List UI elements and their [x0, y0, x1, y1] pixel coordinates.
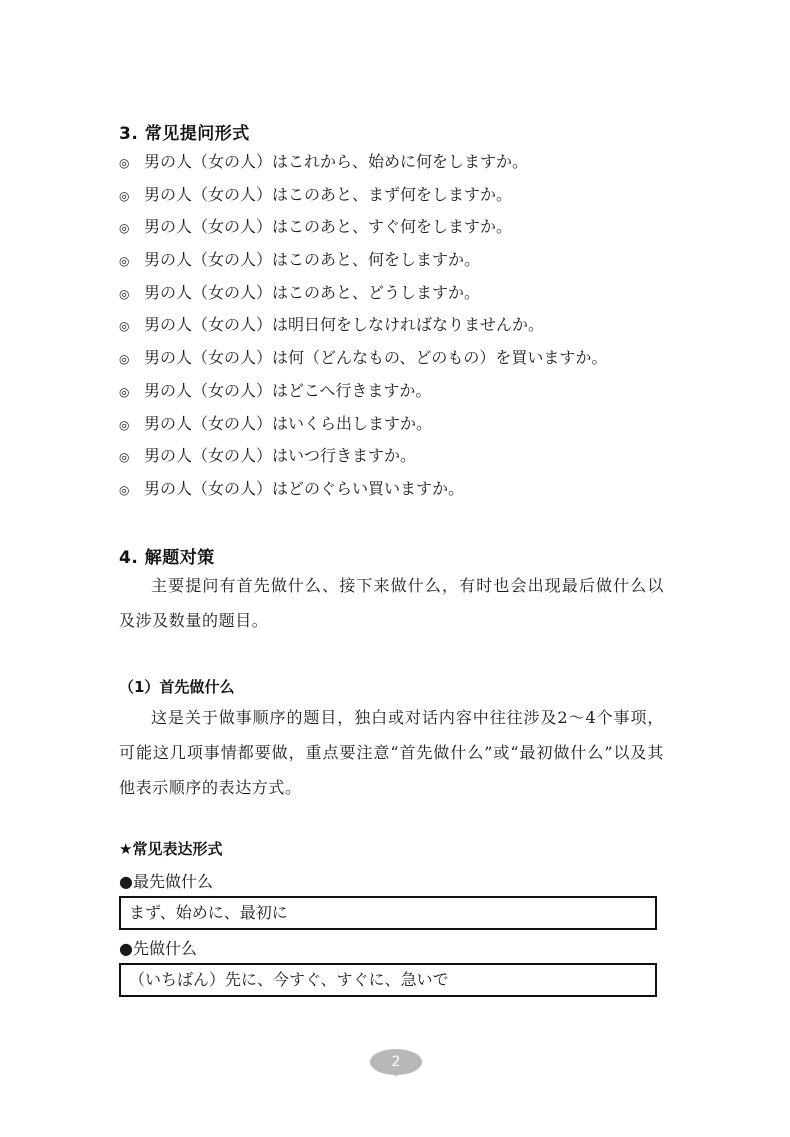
- section-4-intro: 主要提问有首先做什么、接下来做什么，有时也会出现最后做什么以及涉及数量的题目。: [119, 576, 664, 630]
- expression-group-label: ●先做什么: [119, 939, 197, 958]
- section-4-heading: 4. 解题对策: [119, 548, 215, 568]
- bullet-icon: ◎: [119, 319, 130, 334]
- expressions-heading: ★常见表达形式: [119, 840, 223, 858]
- bullet-icon: ◎: [119, 156, 130, 170]
- list-item: ◎ 男の人（女の人）は何（どんなもの、どのもの）を買いますか。: [119, 342, 679, 375]
- section-3-heading: 3. 常见提问形式: [119, 124, 250, 144]
- expression-box: まず、始めに、最初に: [119, 896, 657, 930]
- bullet-icon: ◎: [119, 286, 130, 301]
- list-item: ◎ 男の人（女の人）はいくら出しますか。: [119, 408, 679, 441]
- list-item: ◎ 男の人（女の人）はこのあと、すぐ何をしますか。: [119, 211, 679, 244]
- bullet-icon: ◎: [119, 188, 130, 203]
- list-item: ◎ 男の人（女の人）は明日何をしなければなりませんか。: [119, 309, 679, 342]
- bullet-icon: ◎: [119, 221, 130, 236]
- bullet-icon: ◎: [119, 254, 130, 269]
- bullet-icon: ◎: [119, 352, 130, 367]
- list-item: ◎ 男の人（女の人）はこのあと、何をしますか。: [119, 244, 679, 277]
- expression-box: （いちばん）先に、今すぐ、すぐに、急いで: [119, 963, 657, 997]
- bullet-icon: ◎: [119, 482, 130, 497]
- subsection-1-heading: （1）首先做什么: [119, 678, 235, 696]
- list-item: ◎ 男の人（女の人）はどこへ行きますか。: [119, 375, 679, 408]
- bullet-icon: ◎: [119, 417, 130, 432]
- list-item: ◎ 男の人（女の人）はこのあと、まず何をしますか。: [119, 179, 679, 212]
- expression-group-label: ●最先做什么: [119, 872, 213, 891]
- bullet-icon: ◎: [119, 384, 130, 399]
- list-item: ◎ 男の人（女の人）はこれから、始めに何をしますか。: [119, 146, 679, 179]
- bullet-icon: ◎: [119, 450, 130, 465]
- list-item: ◎ 男の人（女の人）はこのあと、どうしますか。: [119, 277, 679, 310]
- list-item: ◎ 男の人（女の人）はどのぐらい買いますか。: [119, 473, 679, 506]
- question-forms-list: [119, 146, 679, 506]
- subsection-1-text: 这是关于做事顺序的题目，独白或对话内容中往往涉及2～4个事项，可能这几项事情都要做，重点要注意“首先做什么”或“最初做什么”以及其他表示顺序的表达方式。: [119, 708, 664, 797]
- list-item: ◎ 男の人（女の人）はいつ行きますか。: [119, 440, 679, 473]
- page-number-tail-icon: [392, 1071, 400, 1077]
- page-number: 2: [370, 1049, 422, 1075]
